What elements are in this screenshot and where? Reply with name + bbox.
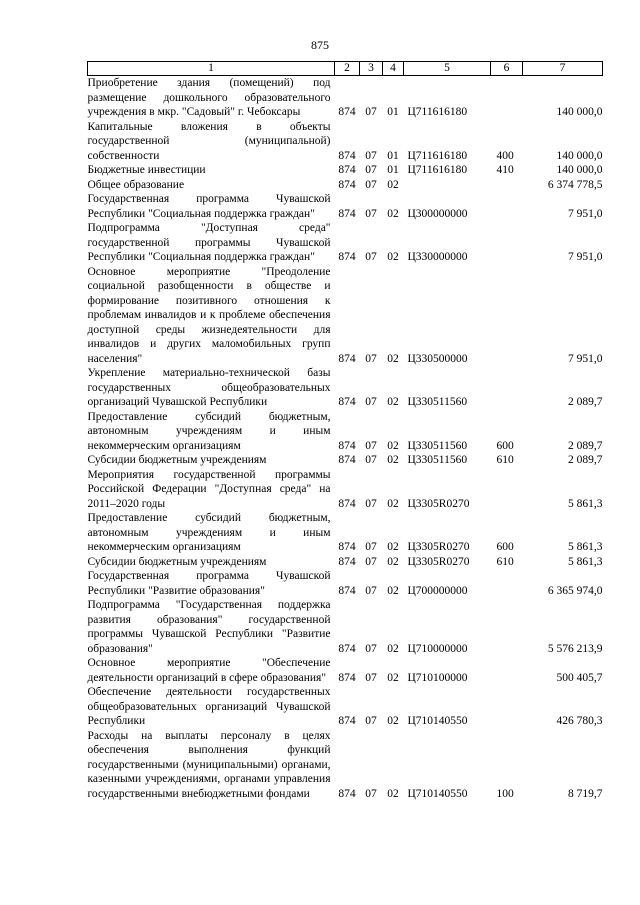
ministry-code: 874 (338, 584, 356, 597)
table-row (88, 598, 603, 656)
amount: 7 951,0 (568, 207, 603, 220)
col-header-1: 1 (88, 62, 335, 76)
item-name: Основное мероприятие "Преодоление социальной разобщенности в обществе и формирование позитивного отношения к проблемам инвалидов и к проблеме обеспечения доступной среды жизнедеятельности для инвалидов и других маломобильных групп населения" (87, 265, 331, 365)
expense-type-code (491, 192, 523, 221)
section-code: 07 (365, 207, 377, 220)
budget-table (87, 61, 603, 801)
ministry-code: 874 (338, 207, 356, 220)
col-header-6: 6 (491, 62, 523, 76)
expense-type-code: 410 (496, 164, 514, 176)
item-name: Основное мероприятие "Обеспечение деятельности организаций в сфере образования" (87, 657, 331, 684)
item-name: Общее образование (87, 178, 185, 191)
expense-type-code: 610 (496, 454, 514, 466)
subsection-code: 01 (387, 106, 399, 118)
table-row (88, 511, 603, 555)
section-code: 07 (365, 164, 377, 176)
amount: 7 951,0 (568, 251, 603, 263)
amount: 140 000,0 (556, 164, 603, 176)
section-code: 07 (365, 352, 377, 365)
table-row (88, 555, 603, 570)
subsection-code: 02 (387, 497, 399, 510)
table-row (88, 569, 603, 598)
amount: 500 405,7 (556, 671, 603, 684)
target-article-code: Ц710140550 (407, 715, 468, 727)
table-row (88, 76, 603, 120)
subsection-code: 02 (387, 541, 399, 553)
expense-type-code: 610 (496, 555, 514, 568)
item-name: Подпрограмма "Доступная среда" государственной программы Чувашской Республики "Социальная поддержка граждан" (87, 222, 331, 263)
section-code: 07 (365, 454, 377, 466)
table-body (88, 76, 603, 802)
expense-type-code (491, 656, 523, 685)
col-header-3: 3 (360, 62, 383, 76)
expense-type-code (491, 265, 523, 367)
section-code: 07 (365, 178, 377, 191)
section-code: 07 (365, 642, 377, 655)
section-code: 07 (365, 555, 377, 568)
table-row (88, 265, 603, 367)
amount: 2 089,7 (568, 396, 603, 408)
subsection-code: 01 (387, 149, 399, 162)
target-article-code: Ц330511560 (407, 439, 468, 452)
target-article-code: Ц300000000 (407, 207, 468, 220)
item-name: Государственная программа Чувашской Республики "Развитие образования" (87, 570, 331, 597)
table-row (88, 366, 603, 410)
expense-type-code: 600 (496, 439, 514, 452)
target-article-code: Ц3305R0270 (407, 497, 470, 510)
subsection-code: 01 (387, 164, 399, 176)
section-code: 07 (365, 149, 377, 162)
table-row (88, 120, 603, 164)
section-code: 07 (365, 106, 377, 118)
expense-type-code (491, 76, 523, 120)
amount: 2 089,7 (568, 454, 603, 466)
col-header-4: 4 (383, 62, 404, 76)
section-code: 07 (365, 497, 377, 510)
amount: 426 780,3 (556, 715, 603, 727)
target-article-code: Ц710000000 (407, 642, 468, 655)
amount: 2 089,7 (568, 439, 603, 452)
table-row (88, 178, 603, 193)
ministry-code: 874 (338, 352, 356, 365)
expense-type-code (491, 221, 523, 265)
target-article-code: Ц711616180 (407, 106, 468, 118)
table-row (88, 685, 603, 729)
section-code: 07 (365, 671, 377, 684)
amount: 140 000,0 (556, 106, 603, 118)
subsection-code: 02 (387, 787, 399, 800)
target-article-code: Ц711616180 (407, 164, 468, 176)
subsection-code: 02 (387, 396, 399, 408)
subsection-code: 02 (387, 555, 399, 568)
target-article-code: Ц3305R0270 (407, 555, 470, 568)
ministry-code: 874 (338, 251, 356, 263)
expense-type-code (491, 569, 523, 598)
expense-type-code (491, 598, 523, 656)
table-row (88, 410, 603, 454)
ministry-code: 874 (338, 555, 356, 568)
ministry-code: 874 (338, 541, 356, 553)
target-article-code: Ц330511560 (407, 454, 468, 466)
amount: 140 000,0 (556, 149, 603, 162)
expense-type-code: 100 (496, 787, 514, 800)
col-header-7: 7 (523, 62, 603, 76)
item-name: Субсидии бюджетным учреждениям (87, 555, 267, 568)
item-name: Бюджетные инвестиции (87, 164, 206, 176)
table-row (88, 192, 603, 221)
subsection-code: 02 (387, 352, 399, 365)
ministry-code: 874 (338, 149, 356, 162)
target-article-code (404, 178, 491, 193)
amount: 5 576 213,9 (547, 642, 603, 655)
ministry-code: 874 (338, 439, 356, 452)
ministry-code: 874 (338, 787, 356, 800)
item-name: Предоставление субсидий бюджетным, автономным учреждениям и иным некоммерческим организациям (87, 512, 331, 553)
page-number: 875 (311, 38, 329, 52)
subsection-code: 02 (387, 178, 399, 191)
table-row (88, 468, 603, 512)
expense-type-code: 400 (496, 149, 514, 162)
table-row (88, 163, 603, 178)
subsection-code: 02 (387, 671, 399, 684)
target-article-code: Ц700000000 (407, 584, 468, 597)
target-article-code: Ц710100000 (407, 671, 468, 684)
subsection-code: 02 (387, 251, 399, 263)
ministry-code: 874 (338, 396, 356, 408)
item-name: Государственная программа Чувашской Республики "Социальная поддержка граждан" (87, 193, 331, 220)
table-row (88, 729, 603, 802)
section-code: 07 (365, 396, 377, 408)
item-name: Расходы на выплаты персоналу в целях обеспечения выполнения функций государственными (муниципальными) органами, казенными учреждениями, органами управления государственными внебюджетными фондами (87, 729, 331, 800)
amount: 8 719,7 (568, 787, 603, 800)
section-code: 07 (365, 541, 377, 553)
section-code: 07 (365, 584, 377, 597)
amount: 7 951,0 (568, 352, 603, 365)
ministry-code: 874 (338, 164, 356, 176)
expense-type-code (491, 178, 523, 193)
ministry-code: 874 (338, 106, 356, 118)
table-row (88, 453, 603, 468)
ministry-code: 874 (338, 497, 356, 510)
amount: 5 861,3 (568, 555, 603, 568)
subsection-code: 02 (387, 584, 399, 597)
item-name: Подпрограмма "Государственная поддержка развития образования" государственной программы Чувашской Республики "Развитие образования" (87, 599, 331, 655)
subsection-code: 02 (387, 715, 399, 727)
target-article-code: Ц710140550 (407, 787, 468, 800)
target-article-code: Ц711616180 (407, 149, 468, 162)
ministry-code: 874 (338, 671, 356, 684)
subsection-code: 02 (387, 642, 399, 655)
ministry-code: 874 (338, 715, 356, 727)
target-article-code: Ц330500000 (407, 352, 468, 365)
section-code: 07 (365, 715, 377, 727)
ministry-code: 874 (338, 642, 356, 655)
section-code: 07 (365, 787, 377, 800)
expense-type-code (491, 685, 523, 729)
target-article-code: Ц330000000 (407, 251, 468, 263)
header-row (88, 62, 603, 76)
amount: 5 861,3 (568, 497, 603, 510)
subsection-code: 02 (387, 454, 399, 466)
section-code: 07 (365, 439, 377, 452)
expense-type-code (491, 468, 523, 512)
col-header-5: 5 (404, 62, 491, 76)
subsection-code: 02 (387, 207, 399, 220)
col-header-2: 2 (335, 62, 360, 76)
subsection-code: 02 (387, 439, 399, 452)
ministry-code: 874 (338, 178, 356, 191)
target-article-code: Ц3305R0270 (407, 541, 470, 553)
section-code: 07 (365, 251, 377, 263)
expense-type-code: 600 (496, 541, 514, 553)
amount: 6 374 778,5 (547, 178, 603, 191)
item-name: Субсидии бюджетным учреждениям (87, 454, 267, 466)
ministry-code: 874 (338, 454, 356, 466)
item-name: Капитальные вложения в объекты государственной (муниципальной) собственности (87, 120, 331, 162)
item-name: Мероприятия государственной программы Российской Федерации "Доступная среда" на 2011–2020 годы (87, 468, 331, 510)
item-name: Предоставление субсидий бюджетным, автономным учреждениям и иным некоммерческим организациям (87, 410, 331, 452)
item-name: Укрепление материально-технической базы государственных общеобразовательных организаций Чувашской Республики (87, 367, 331, 408)
amount: 5 861,3 (568, 541, 603, 553)
amount: 6 365 974,0 (547, 584, 603, 597)
table-row (88, 221, 603, 265)
expense-type-code (491, 366, 523, 410)
item-name: Приобретение здания (помещений) под размещение дошкольного образовательного учреждения в мкр. "Садовый" г. Чебоксары (87, 77, 331, 118)
target-article-code: Ц330511560 (407, 396, 468, 408)
item-name: Обеспечение деятельности государственных общеобразовательных организаций Чувашской Республики (87, 686, 331, 727)
table-row (88, 656, 603, 685)
